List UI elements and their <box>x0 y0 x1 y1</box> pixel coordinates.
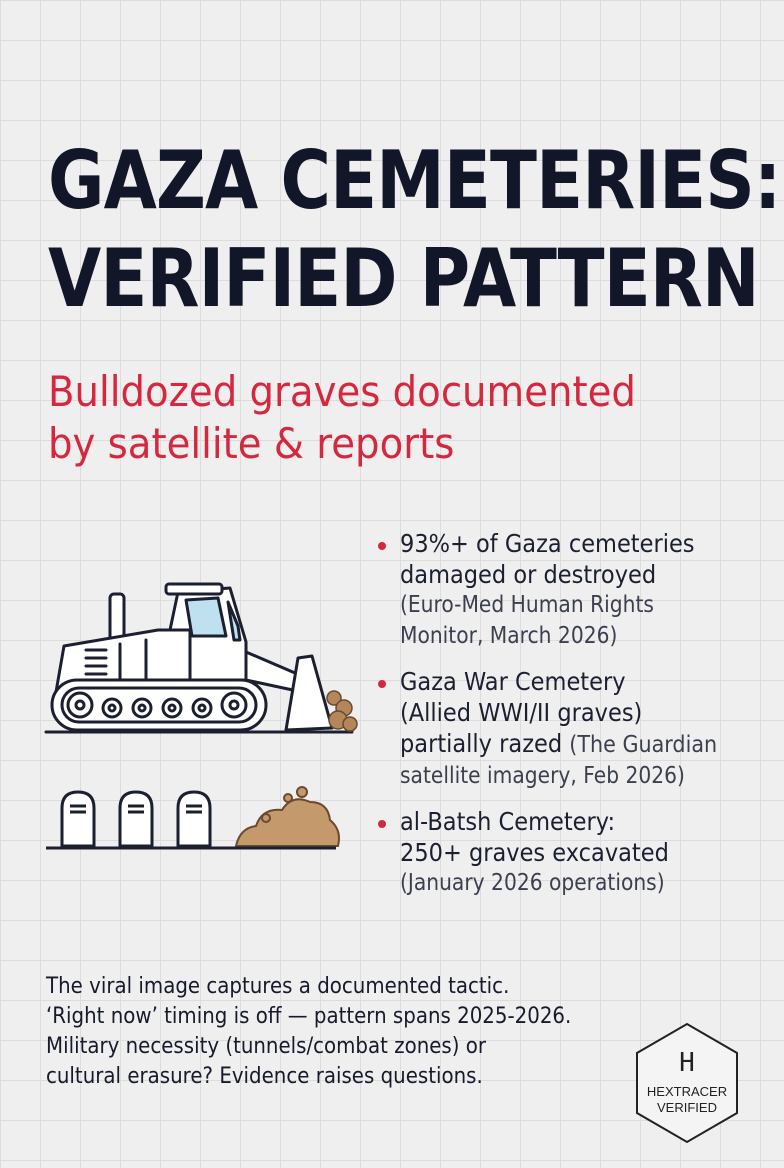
subtitle-line-2: by satellite & reports <box>48 419 455 468</box>
fact-source: Monitor, March 2026) <box>400 623 618 649</box>
fact-headline: partially razed <box>400 729 563 758</box>
bullet-dot <box>378 542 386 550</box>
fact-source: (Euro-Med Human Rights <box>400 592 654 618</box>
footer-commentary <box>46 972 604 1092</box>
dirt-pile-icon <box>236 787 339 846</box>
verification-badge <box>634 1022 740 1144</box>
bullet-dot <box>378 680 386 688</box>
list-item <box>372 666 772 792</box>
footer-line: The viral image captures a documented tactic. <box>46 974 510 999</box>
bulldozer-icon <box>46 584 352 732</box>
fact-headline-with-source <box>400 728 735 761</box>
title-line-2: VERIFIED PATTERN <box>48 232 759 325</box>
facts-list <box>372 528 772 913</box>
subtitle-line-1: Bulldozed graves documented <box>48 367 636 416</box>
footer-line: Military necessity (tunnels/combat zones) or <box>46 1034 487 1059</box>
fact-headline: Gaza War Cemetery <box>400 667 626 696</box>
dirt-pile-icon <box>327 691 357 731</box>
fact-source: (January 2026 operations) <box>400 870 665 896</box>
footer-line: ‘Right now’ timing is off — pattern spans 2025-2026. <box>46 1004 572 1029</box>
badge-line-2: VERIFIED <box>657 1100 717 1115</box>
title-line-1: GAZA CEMETERIES: <box>48 134 781 227</box>
page-title <box>48 132 781 328</box>
fact-source: satellite imagery, Feb 2026) <box>400 763 685 789</box>
fact-source: (The Guardian <box>569 732 718 758</box>
list-item <box>372 806 772 899</box>
bullet-dot <box>378 820 386 828</box>
fact-headline: al-Batsh Cemetery: <box>400 807 616 836</box>
footer-line: cultural erasure? Evidence raises questions. <box>46 1064 483 1089</box>
gravestone-icon <box>62 792 210 846</box>
hexagon-icon <box>634 1022 740 1144</box>
fact-headline: damaged or destroyed <box>400 560 657 589</box>
badge-logo: H <box>679 1048 695 1078</box>
fact-headline: 93%+ of Gaza cemeteries <box>400 529 695 558</box>
fact-headline: (Allied WWI/II graves) <box>400 698 643 727</box>
badge-line-1: HEXTRACER <box>646 1084 728 1099</box>
page-subtitle <box>48 366 692 470</box>
fact-headline: 250+ graves excavated <box>400 838 669 867</box>
list-item <box>372 528 772 652</box>
bulldozer-graves-illustration <box>40 580 370 870</box>
